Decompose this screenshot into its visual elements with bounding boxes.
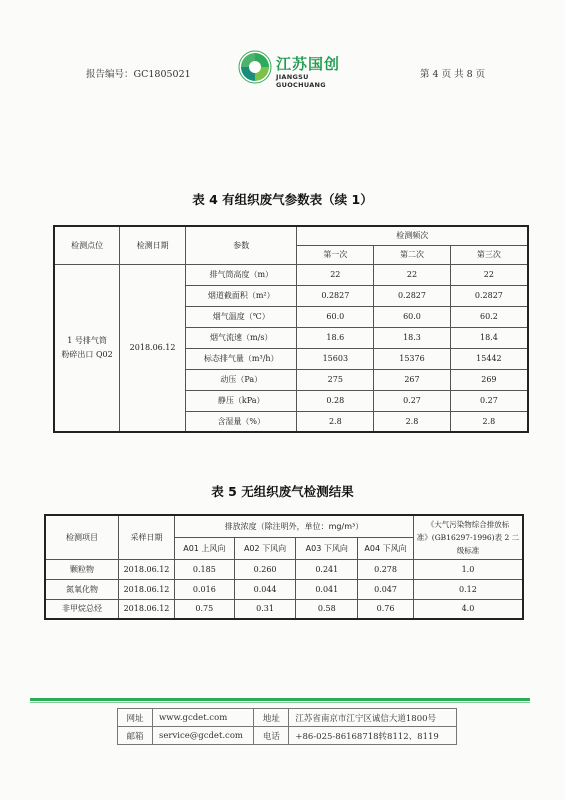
param-cell: 含湿量（%） (186, 411, 297, 432)
value-cell: 0.041 (296, 579, 358, 599)
value-cell: 267 (374, 369, 451, 390)
logo-icon (238, 50, 272, 84)
phone-label: 电话 (254, 727, 289, 745)
page-header (0, 46, 565, 96)
table4-title: 表 4 有组织废气参数表（续 1） (192, 192, 373, 207)
header-f3: 第三次 (450, 245, 528, 264)
table-row (45, 579, 523, 599)
point-cell (54, 264, 120, 432)
value-cell: 2.8 (450, 411, 528, 432)
report-number: 报告编号：GC1805021 (86, 69, 191, 80)
value-cell: 15603 (297, 348, 374, 369)
value-cell: 22 (374, 264, 451, 285)
value-cell: 0.2827 (374, 285, 451, 306)
header-sample-date: 采样日期 (119, 515, 175, 559)
param-cell: 标态排气量（m³/h） (186, 348, 297, 369)
value-cell: 0.047 (358, 579, 414, 599)
header-a04: A04 下风向 (358, 537, 414, 559)
value-cell: 0.185 (174, 559, 234, 579)
header-date: 检测日期 (120, 226, 186, 264)
param-cell: 烟气流速（m/s） (186, 327, 297, 348)
table-row (54, 264, 528, 285)
table-row (45, 559, 523, 579)
date-cell: 2018.06.12 (119, 579, 175, 599)
value-cell: 0.260 (234, 559, 296, 579)
header-f1: 第一次 (297, 245, 374, 264)
value-cell: 2.8 (297, 411, 374, 432)
page-number: 第 4 页 共 8 页 (420, 69, 486, 80)
footer-divider (30, 698, 530, 701)
date-cell: 2018.06.12 (120, 264, 186, 432)
website-link[interactable]: www.gcdet.com (153, 709, 254, 727)
value-cell: 15442 (450, 348, 528, 369)
value-cell: 0.2827 (297, 285, 374, 306)
standard-line2: 准》(GB16297-1996)表 2 二 (416, 532, 520, 542)
header-standard (413, 515, 523, 559)
header-f2: 第二次 (374, 245, 451, 264)
value-cell: 22 (297, 264, 374, 285)
param-cell: 排气筒高度（m） (186, 264, 297, 285)
company-logo (238, 50, 358, 90)
value-cell: 0.76 (358, 599, 414, 619)
param-cell: 动压（Pa） (186, 369, 297, 390)
table-row (45, 599, 523, 619)
address-label: 地址 (254, 709, 289, 727)
value-cell: 0.241 (296, 559, 358, 579)
value-cell: 275 (297, 369, 374, 390)
logo-text-cn: 江苏国创 (276, 55, 341, 73)
value-cell: 2.8 (374, 411, 451, 432)
contact-table (117, 708, 457, 745)
value-cell: 0.31 (234, 599, 296, 619)
standard-line1: 《大气污染物综合排放标 (426, 519, 510, 529)
value-cell: 269 (450, 369, 528, 390)
logo-text-en: JIANGSU GUOCHUANG (276, 73, 326, 89)
date-cell: 2018.06.12 (119, 559, 175, 579)
item-cell: 非甲烷总烃 (45, 599, 119, 619)
value-cell: 60.0 (374, 306, 451, 327)
point-line2: 粉碎出口 Q02 (61, 350, 113, 360)
header-freq: 检测频次 (297, 226, 528, 245)
header-item: 检测项目 (45, 515, 119, 559)
email-link[interactable]: service@gcdet.com (153, 727, 254, 745)
web-label: 网址 (118, 709, 153, 727)
value-cell: 22 (450, 264, 528, 285)
value-cell: 15376 (374, 348, 451, 369)
value-cell: 0.27 (450, 390, 528, 411)
header-concentration: 排放浓度（除注明外，单位：mg/m³） (174, 515, 413, 537)
value-cell: 0.28 (297, 390, 374, 411)
table5-title: 表 5 无组织废气检测结果 (211, 484, 354, 499)
param-cell: 烟道截面积（m²） (186, 285, 297, 306)
value-cell: 0.044 (234, 579, 296, 599)
address-value: 江苏省南京市江宁区诚信大道1800号 (289, 709, 457, 727)
standard-line3: 级标准 (456, 545, 480, 555)
table5 (44, 514, 524, 620)
standard-cell: 4.0 (413, 599, 523, 619)
value-cell: 0.016 (174, 579, 234, 599)
value-cell: 0.58 (296, 599, 358, 619)
value-cell: 0.278 (358, 559, 414, 579)
table4 (53, 225, 529, 433)
date-cell: 2018.06.12 (119, 599, 175, 619)
item-cell: 颗粒物 (45, 559, 119, 579)
header-a01: A01 上风向 (174, 537, 234, 559)
item-cell: 氮氧化物 (45, 579, 119, 599)
header-param: 参数 (186, 226, 297, 264)
value-cell: 0.27 (374, 390, 451, 411)
header-a02: A02 下风向 (234, 537, 296, 559)
header-point: 检测点位 (54, 226, 120, 264)
value-cell: 60.2 (450, 306, 528, 327)
footer-divider-thin (30, 702, 530, 703)
value-cell: 60.0 (297, 306, 374, 327)
phone-value: +86-025-86168718转8112、8119 (289, 727, 457, 745)
standard-cell: 1.0 (413, 559, 523, 579)
header-a03: A03 下风向 (296, 537, 358, 559)
value-cell: 18.4 (450, 327, 528, 348)
mail-label: 邮箱 (118, 727, 153, 745)
value-cell: 0.2827 (450, 285, 528, 306)
param-cell: 烟气温度（℃） (186, 306, 297, 327)
value-cell: 18.6 (297, 327, 374, 348)
param-cell: 静压（kPa） (186, 390, 297, 411)
value-cell: 18.3 (374, 327, 451, 348)
standard-cell: 0.12 (413, 579, 523, 599)
point-line1: 1 号排气筒 (67, 336, 107, 346)
value-cell: 0.75 (174, 599, 234, 619)
